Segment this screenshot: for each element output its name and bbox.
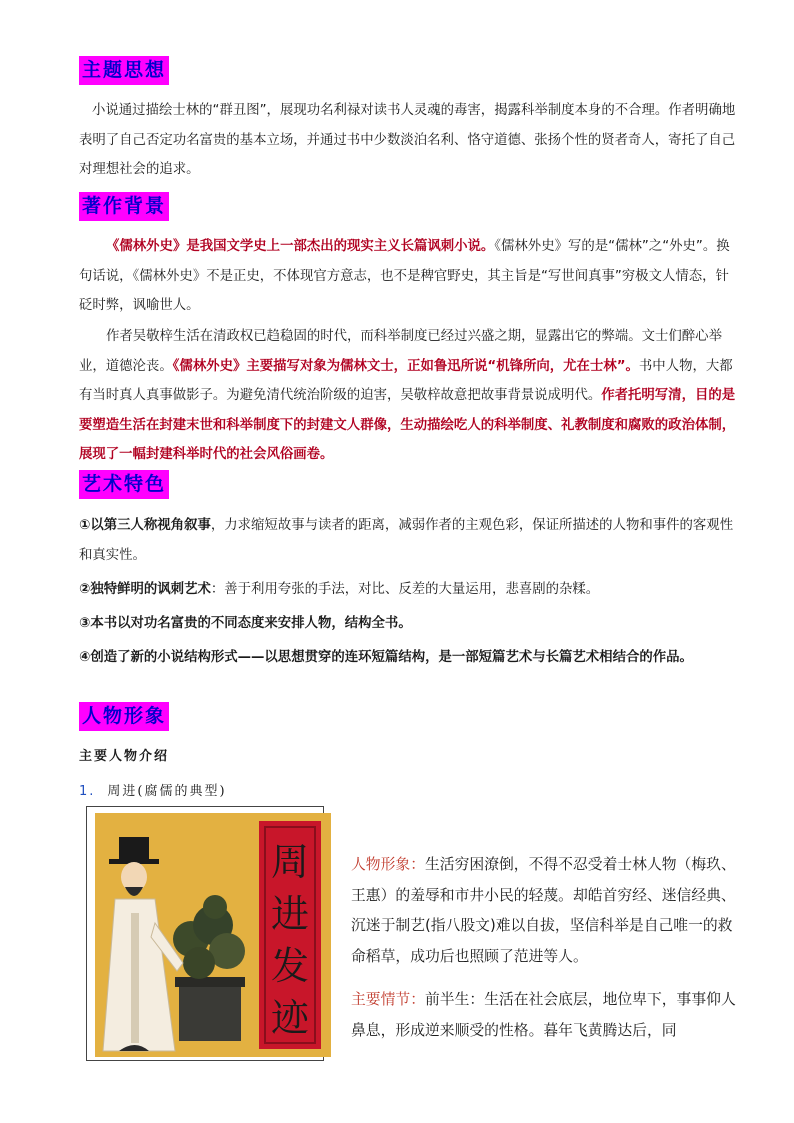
art-item-1	[79, 511, 739, 570]
art-item-2	[79, 575, 739, 605]
theme-paragraph: 小说通过描绘士林的“群丑图”，展现功名利禄对读书人灵魂的毒害，揭露科举制度本身的不合理。作者明确地表明了自己否定功名富贵的基本立场，并通过书中少数淡泊名利、恪守道德、张扬个性的贤者奇人，寄托了自己对理想社会的追求。	[79, 103, 736, 177]
character-plot-text: 前半生：生活在社会底层，地位卑下，事事仰人鼻息，形成逆来顺受的性格。暮年飞黄腾达后，同	[351, 991, 736, 1039]
character-item-heading	[79, 780, 227, 799]
art-item-1-lead: ①以第三人称视角叙事	[79, 518, 211, 533]
art-item-1-text: ，力求缩短故事与读者的距离，减弱作者的主观色彩，保证所描述的人物和事件的客观性和真实性。	[79, 518, 734, 563]
background-text-2b: 书中人物，大都有当时真人真事做影子。为避免清代统治阶级的迫害，吴敬梓故意把故事背景说成明代。	[79, 358, 733, 403]
character-plot-label: 主要情节：	[351, 991, 425, 1008]
background-text-1: 《儒林外史》写的是“儒林”之“外史”。换句话说，《儒林外史》不是正史，不体现官方意志，也不是稗官野史，其主旨是“写世间真事”穷极文人情态，针砭时弊，讽喻世人。	[79, 239, 730, 313]
character-item-number: 1.	[79, 784, 96, 799]
background-emphasis-1: 《儒林外史》是我国文学史上一部杰出的现实主义长篇讽刺小说。	[106, 239, 495, 254]
art-item-2-lead: ②独特鲜明的讽刺艺术	[79, 582, 211, 597]
section-heading-art: 艺术特色	[79, 470, 169, 499]
zhou-jin-illustration	[95, 813, 331, 1057]
character-image-text: 生活穷困潦倒，不得不忍受着士林人物（梅玖、王惠）的羞辱和市井小民的轻蔑。却皓首穷经、迷信经典、沉迷于制艺(指八股文)难以自拔，坚信科举是自己唯一的救命稻草，成功后也照顾了范进等人。	[351, 856, 736, 965]
background-emphasis-3: 作者托明写清，目的是要塑造生活在封建末世和科举制度下的封建文人群像，生动描绘吃人的科举制度、礼教制度和腐败的政治体制，展现了一幅封建科举时代的社会风俗画卷。	[79, 388, 736, 462]
background-emphasis-2: 《儒林外史》主要描写对象为儒林文士，正如鲁迅所说“机锋所向，尤在士林”。	[172, 358, 639, 374]
character-image-label: 人物形象：	[351, 856, 425, 873]
illustration-title-char-3: 发	[270, 944, 310, 988]
characters-subtitle: 主要人物介绍	[79, 749, 170, 764]
character-image-description	[351, 850, 743, 972]
art-item-4: ④创造了新的小说结构形式——以思想贯穿的连环短篇结构，是一部短篇艺术与长篇艺术相结合的作品。	[79, 650, 693, 665]
illustration-title-char-1: 周	[270, 840, 310, 884]
background-paragraph-1	[79, 232, 739, 321]
background-paragraph-2	[79, 322, 739, 470]
section-heading-theme: 主题思想	[79, 56, 169, 85]
background-text-2a: 作者吴敬梓生活在清政权已趋稳固的时代，而科举制度已经过兴盛之期，显露出它的弊端。文士们醉心举业，道德沦丧。	[79, 329, 722, 374]
illustration-title-char-4: 迹	[270, 996, 310, 1040]
art-item-2-text: ：善于利用夸张的手法，对比、反差的大量运用，悲喜剧的杂糅。	[210, 582, 600, 597]
art-item-3: ③本书以对功名富贵的不同态度来安排人物，结构全书。	[79, 616, 412, 631]
illustration-title-char-2: 进	[270, 892, 310, 936]
character-item-name: 周进(腐儒的典型)	[107, 784, 227, 799]
section-heading-characters: 人物形象	[79, 702, 169, 731]
character-plot-description	[351, 985, 743, 1046]
section-heading-background: 著作背景	[79, 192, 169, 221]
